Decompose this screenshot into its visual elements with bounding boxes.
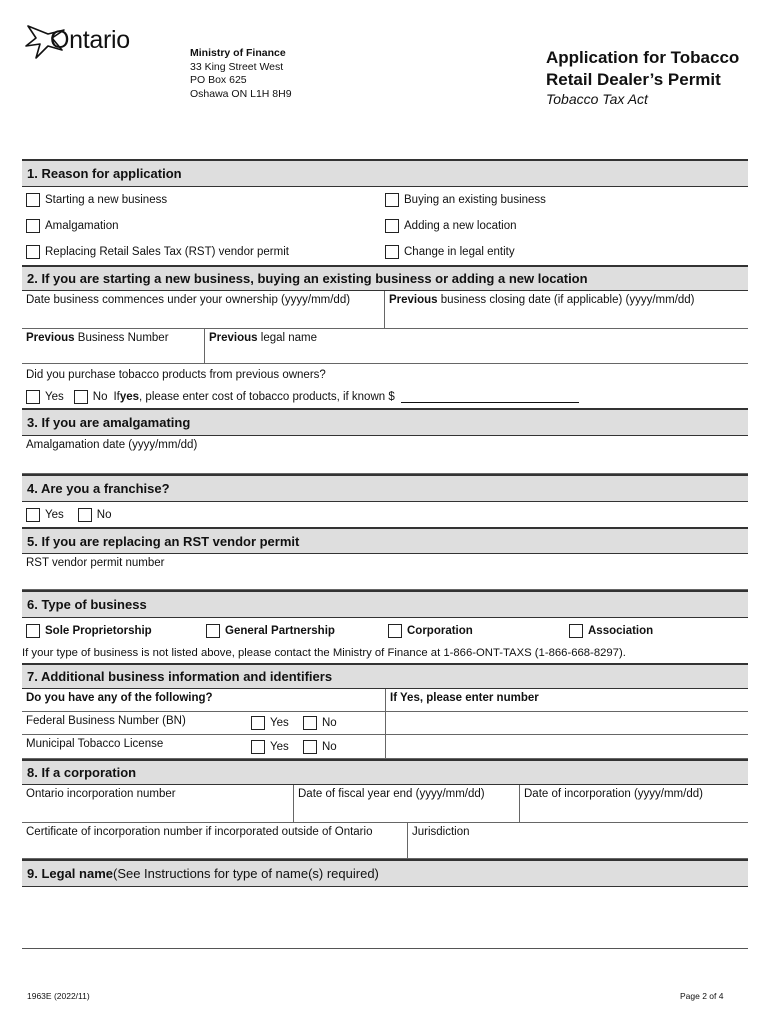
rst-permit-row (22, 554, 748, 590)
license-no[interactable] (303, 735, 385, 758)
type-sole-proprietorship[interactable] (26, 624, 206, 638)
purchase-answer-row (22, 386, 748, 408)
section-9-note: (See Instructions for type of name(s) required) (112, 866, 379, 881)
checkbox-icon[interactable] (385, 193, 399, 207)
reason-buying-business[interactable] (385, 187, 546, 213)
cost-input-line[interactable] (401, 392, 579, 403)
section-1-row (22, 187, 748, 213)
option-label: Sole Proprietorship (45, 624, 152, 637)
prev-legal-name-field[interactable] (204, 329, 748, 363)
field-label: business closing date (if applicable) (yyyy/mm/dd) (437, 294, 695, 306)
section-3-heading: 3. If you are amalgamating (22, 408, 748, 436)
checkbox-icon[interactable] (303, 740, 317, 754)
checkbox-icon[interactable] (26, 193, 40, 207)
checkbox-icon[interactable] (26, 219, 40, 233)
checkbox-icon[interactable] (26, 508, 40, 522)
option-label: General Partnership (225, 624, 335, 637)
franchise-no[interactable] (78, 508, 112, 522)
option-label: Adding a new location (404, 220, 517, 232)
form-id: 1963E (2022/11) (27, 991, 90, 1001)
option-label: Association (588, 624, 654, 637)
section-1-row (22, 239, 748, 265)
option-label: Yes (45, 391, 64, 403)
type-association[interactable] (569, 624, 653, 638)
incorporation-date-field[interactable]: Date of incorporation (yyyy/mm/dd) (519, 785, 748, 822)
page-number: Page 2 of 4 (680, 991, 724, 1001)
field-label-bold: Previous (389, 294, 438, 306)
reason-amalgamation[interactable] (22, 213, 385, 239)
fbn-number-field[interactable] (385, 712, 748, 734)
footer-divider (22, 948, 748, 949)
checkbox-icon[interactable] (74, 390, 88, 404)
field-label: Business Number (74, 332, 169, 344)
option-label: Yes (270, 740, 289, 753)
identifiers-question: Do you have any of the following? (26, 692, 213, 704)
certificate-number-field[interactable]: Certificate of incorporation number if incorporated outside of Ontario (26, 826, 373, 838)
checkbox-icon[interactable] (303, 716, 317, 730)
fbn-yes[interactable] (251, 712, 303, 734)
checkbox-icon[interactable] (78, 508, 92, 522)
checkbox-icon[interactable] (385, 219, 399, 233)
section-8-heading: 8. If a corporation (22, 759, 748, 785)
option-label: No (322, 740, 337, 753)
option-label: Corporation (407, 624, 473, 637)
license-number-field[interactable] (385, 735, 748, 758)
option-label: No (96, 508, 112, 521)
fbn-no[interactable] (303, 712, 385, 734)
tobacco-license-row (22, 735, 748, 759)
section-6-heading: 6. Type of business (22, 590, 748, 618)
purchase-question-row (22, 364, 748, 386)
fbn-row (22, 712, 748, 735)
business-type-note-row (22, 643, 748, 663)
field-label-bold: Previous (26, 332, 75, 344)
checkbox-icon[interactable] (385, 245, 399, 259)
tobacco-license-label: Municipal Tobacco License (26, 738, 164, 750)
option-label: Yes (45, 508, 64, 521)
license-yes[interactable] (251, 735, 303, 758)
section-9-heading (22, 859, 748, 887)
section-1-heading: 1. Reason for application (22, 159, 748, 187)
reason-legal-entity[interactable] (385, 239, 515, 265)
checkbox-icon[interactable] (26, 245, 40, 259)
purchase-no[interactable] (74, 390, 108, 404)
form-title-line-1: Application for Tobacco (546, 48, 740, 67)
date-commences-field[interactable]: Date business commences under your ownership (yyyy/mm/dd) (26, 294, 351, 306)
form-title-line-2: Retail Dealer’s Permit (546, 70, 721, 89)
option-label: Amalgamation (45, 220, 119, 232)
checkbox-icon[interactable] (206, 624, 220, 638)
prev-closing-date-field[interactable] (384, 291, 748, 328)
identifiers-header-row (22, 689, 748, 712)
option-label: No (92, 391, 108, 403)
identifiers-number-header: If Yes, please enter number (385, 689, 748, 711)
checkbox-icon[interactable] (569, 624, 583, 638)
field-label-bold: Previous (209, 332, 258, 344)
franchise-yes[interactable] (26, 508, 64, 522)
ontario-logo-text: Ontario (50, 26, 130, 54)
purchase-question: Did you purchase tobacco products from previous owners? (26, 369, 326, 381)
field-label: If (113, 391, 120, 403)
business-type-row (22, 618, 748, 643)
section-1-row (22, 213, 748, 239)
section-5-heading: 5. If you are replacing an RST vendor permit (22, 527, 748, 554)
rst-permit-number-field[interactable]: RST vendor permit number (26, 557, 165, 569)
prev-business-number-field[interactable] (22, 329, 204, 363)
fiscal-year-end-field[interactable]: Date of fiscal year end (yyyy/mm/dd) (293, 785, 519, 822)
amalgamation-date-field[interactable]: Amalgamation date (yyyy/mm/dd) (26, 439, 198, 451)
option-label: Replacing Retail Sales Tax (RST) vendor permit (45, 246, 289, 258)
ministry-address (190, 47, 292, 101)
option-label: Buying an existing business (404, 194, 546, 206)
corporation-row-1 (22, 785, 748, 823)
checkbox-icon[interactable] (26, 624, 40, 638)
checkbox-icon[interactable] (388, 624, 402, 638)
option-label: Yes (270, 717, 289, 729)
reason-replacing-rst[interactable] (22, 239, 385, 265)
form-header (0, 0, 770, 150)
franchise-row (22, 502, 748, 527)
type-corporation[interactable] (388, 624, 569, 638)
option-label: No (322, 717, 337, 729)
checkbox-icon[interactable] (251, 740, 265, 754)
reason-new-business[interactable] (22, 187, 385, 213)
section-2-names-row (22, 329, 748, 364)
section-7-heading: 7. Additional business information and identifiers (22, 663, 748, 689)
section-4-heading: 4. Are you a franchise? (22, 474, 748, 502)
field-label-bold: yes (119, 391, 140, 403)
field-label: legal name (257, 332, 318, 344)
option-label: Change in legal entity (404, 246, 515, 258)
form-subtitle: Tobacco Tax Act (546, 91, 648, 107)
section-9-title: 9. Legal name (27, 866, 113, 881)
purchase-yes[interactable] (26, 390, 64, 404)
corporation-row-2 (22, 823, 748, 859)
type-general-partnership[interactable] (206, 624, 388, 638)
application-form (22, 159, 748, 927)
address-line: PO Box 625 (190, 74, 247, 86)
fbn-label: Federal Business Number (BN) (26, 715, 186, 727)
address-line: Oshawa ON L1H 8H9 (190, 87, 292, 100)
amalgamation-date-row (22, 436, 748, 474)
section-2-dates-row (22, 291, 748, 329)
ministry-name: Ministry of Finance (190, 47, 286, 59)
tobacco-cost-field[interactable] (113, 391, 578, 403)
address-line: 33 King Street West (190, 60, 284, 73)
checkbox-icon[interactable] (26, 390, 40, 404)
business-type-note: If your type of business is not listed above, please contact the Ministry of Finance at 1-866-ONT-TAXS (1-866-668-8297). (22, 647, 626, 659)
field-label: , please enter cost of tobacco products, if known $ (139, 391, 395, 403)
jurisdiction-field[interactable]: Jurisdiction (407, 823, 748, 858)
form-title (546, 47, 739, 91)
section-2-heading: 2. If you are starting a new business, buying an existing business or adding a new location (22, 265, 748, 291)
reason-new-location[interactable] (385, 213, 517, 239)
option-label: Starting a new business (45, 194, 168, 206)
incorporation-number-field[interactable]: Ontario incorporation number (26, 788, 176, 800)
checkbox-icon[interactable] (251, 716, 265, 730)
legal-name-field[interactable] (22, 887, 748, 927)
